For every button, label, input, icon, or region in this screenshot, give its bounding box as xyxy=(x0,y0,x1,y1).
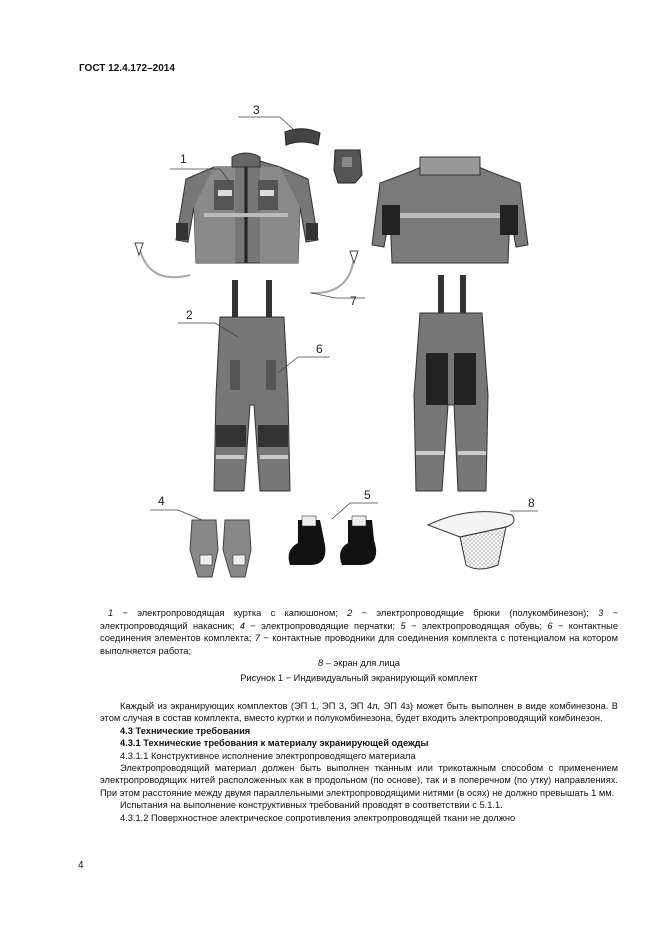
callout-1: 1 xyxy=(180,152,187,166)
page-number: 4 xyxy=(78,860,84,871)
paragraph: 4.3.1.2 Поверхностное электрическое сопротивления электропроводящей ткани не должно xyxy=(120,812,516,823)
overalls-front-icon xyxy=(214,280,290,491)
subsection-heading: 4.3.1 Технические требования к материалу экранирующей одежды xyxy=(120,738,429,749)
paragraph: 4.3.1.1 Конструктивное исполнение электропроводящего материала xyxy=(120,750,416,761)
body-text xyxy=(100,700,618,824)
callout-5: 5 xyxy=(364,488,371,502)
callout-2: 2 xyxy=(186,308,193,322)
callout-6: 6 xyxy=(316,342,323,356)
face-shield-icon xyxy=(428,512,514,569)
figure-protective-kit xyxy=(120,95,550,585)
paragraph: Каждый из экранирующих комплектов (ЭП 1, ЭП 3, ЭП 4л, ЭП 4з) может быть выполнен в виде комбинезона. В этом случая в состав комплекта, вместо куртки и полукомбинезона, будет входить электропроводящий комбинезон. xyxy=(100,701,618,724)
paragraph: Испытания на выполнение конструктивных требований проводят в соответствии с 5.1.1. xyxy=(120,800,503,811)
callout-3: 3 xyxy=(253,103,260,117)
boots-icon xyxy=(289,516,377,565)
gloves-icon xyxy=(190,520,251,577)
figure-title: Рисунок 1 − Индивидуальный экранирующий комплект xyxy=(240,673,478,683)
document-header: ГОСТ 12.4.172–2014 xyxy=(79,63,175,74)
callout-8: 8 xyxy=(528,496,535,510)
section-heading: 4.3 Технические требования xyxy=(120,725,251,736)
paragraph: Электропроводящий материал должен быть выполнен тканным или трикотажным способом с применением электропроводящих нитей расположенных как в продольном (по основе), так и в поперечном (по утку) направлениях. При этом расстояние между двумя параллельными электропроводящими нитями (в осях) не должно превышать 1 мм. xyxy=(100,763,618,798)
callout-7: 7 xyxy=(350,294,357,308)
figure-caption: 1 − электропроводящая куртка с капюшоном; 2 − электропроводящие брюки (полукомбинезон); 3 − электропроводящий накасник; 4 − электропроводящие перчатки; 5 − электропроводящая обувь; 6 − контактные соединения элементов комплекта; 7 − контактные проводники для соединения комплекта с потенциалом на котором выполняется работа; 8 – экран для лица xyxy=(100,608,619,668)
callout-4: 4 xyxy=(158,494,165,508)
jacket-front-icon xyxy=(176,153,318,263)
overalls-back-icon xyxy=(414,275,488,491)
jacket-back-icon xyxy=(372,157,528,263)
